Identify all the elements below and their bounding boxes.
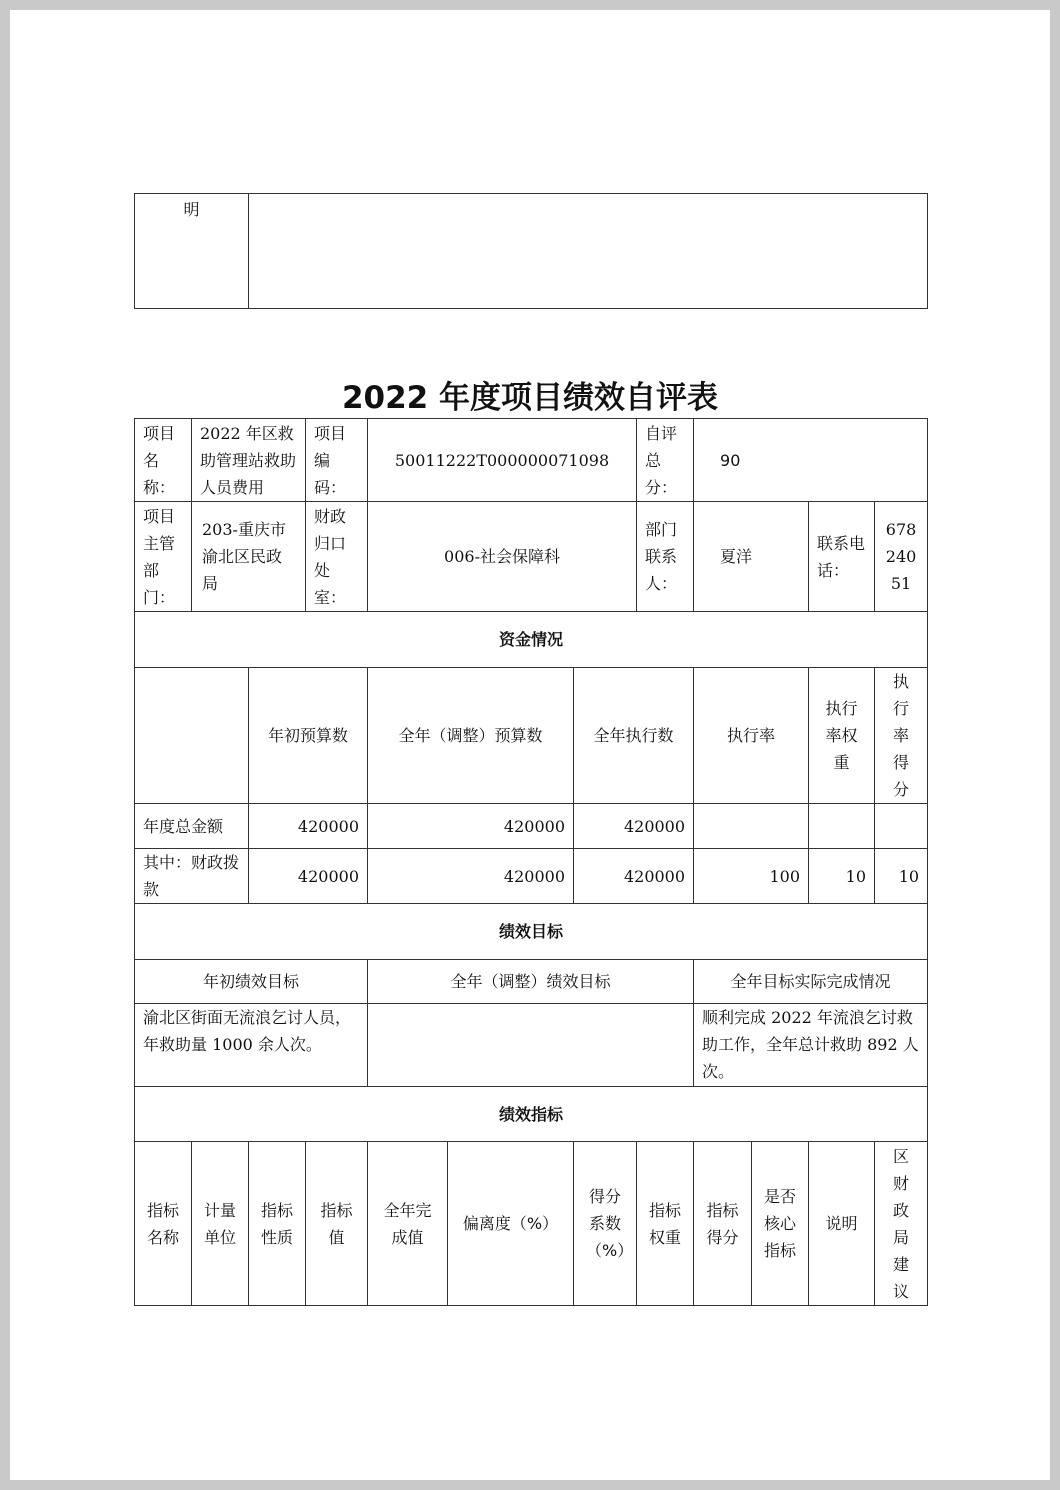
indicator-header-completed: 全年完成值 xyxy=(368,1142,448,1306)
funds-header-executed: 全年执行数 xyxy=(574,668,694,804)
funds-row-total xyxy=(135,804,928,849)
funds-cell: 100 xyxy=(694,849,809,904)
department-row xyxy=(135,502,928,612)
office-value: 006-社会保障科 xyxy=(368,502,637,612)
dept-label: 项目主管部门： xyxy=(135,502,192,612)
goals-header-adjusted: 全年（调整）绩效目标 xyxy=(368,960,694,1004)
office-label: 财政归口处室： xyxy=(306,502,368,612)
project-code-label: 项目编码： xyxy=(306,419,368,502)
funds-cell: 420000 xyxy=(249,849,368,904)
goal-initial-text: 渝北区街面无流浪乞讨人员，年救助量 1000 余人次。 xyxy=(135,1004,368,1087)
funds-cell: 10 xyxy=(875,849,928,904)
goals-section-title: 绩效目标 xyxy=(135,904,928,960)
dept-value: 203-重庆市渝北区民政局 xyxy=(192,502,306,612)
funds-header-initial: 年初预算数 xyxy=(249,668,368,804)
indicator-header-score: 指标得分 xyxy=(694,1142,752,1306)
goal-adjusted-text xyxy=(368,1004,694,1087)
indicator-header-coefficient: 得分系数（%） xyxy=(574,1142,637,1306)
funds-cell xyxy=(694,804,809,849)
funds-cell: 420000 xyxy=(368,849,574,904)
funds-cell: 10 xyxy=(809,849,875,904)
funds-row-label: 其中：财政拨款 xyxy=(135,849,249,904)
indicators-section-title: 绩效指标 xyxy=(135,1087,928,1142)
funds-header-adjusted: 全年（调整）预算数 xyxy=(368,668,574,804)
project-code-value: 50011222T000000071098 xyxy=(368,419,637,502)
phone-value: 67824051 xyxy=(875,502,928,612)
goal-actual-text: 顺利完成 2022 年流浪乞讨救助工作，全年总计救助 892 人次。 xyxy=(694,1004,928,1087)
fragment-content xyxy=(249,194,928,309)
indicators-header-row xyxy=(135,1142,928,1306)
indicator-header-weight: 指标权重 xyxy=(637,1142,694,1306)
funds-row-fiscal xyxy=(135,849,928,904)
funds-header-blank xyxy=(135,668,249,804)
indicator-header-name: 指标名称 xyxy=(135,1142,192,1306)
funds-header-row xyxy=(135,668,928,804)
funds-cell: 420000 xyxy=(574,849,694,904)
goals-content-row xyxy=(135,1004,928,1087)
funds-header-rate-weight: 执行率权重 xyxy=(809,668,875,804)
performance-table xyxy=(134,418,928,1306)
funds-cell: 420000 xyxy=(574,804,694,849)
score-label: 自评总分： xyxy=(637,419,694,502)
contact-value: 夏洋 xyxy=(694,502,809,612)
funds-header-rate: 执行率 xyxy=(694,668,809,804)
funds-cell: 420000 xyxy=(368,804,574,849)
funds-header-rate-score: 执行率得分 xyxy=(875,668,928,804)
fragment-label: 明 xyxy=(135,194,249,309)
indicator-header-core: 是否核心指标 xyxy=(752,1142,809,1306)
goals-header-initial: 年初绩效目标 xyxy=(135,960,368,1004)
phone-label: 联系电话： xyxy=(809,502,875,612)
funds-section-title: 资金情况 xyxy=(135,612,928,668)
score-value: 90 xyxy=(694,419,928,502)
project-name-label: 项目名称： xyxy=(135,419,192,502)
indicator-header-note: 说明 xyxy=(809,1142,875,1306)
funds-cell xyxy=(875,804,928,849)
funds-row-label: 年度总金额 xyxy=(135,804,249,849)
project-name-value: 2022 年区救助管理站救助人员费用 xyxy=(192,419,306,502)
project-row xyxy=(135,419,928,502)
funds-cell: 420000 xyxy=(249,804,368,849)
goals-header-row xyxy=(135,960,928,1004)
funds-cell xyxy=(809,804,875,849)
indicator-header-deviation: 偏离度（%） xyxy=(448,1142,574,1306)
previous-table-fragment xyxy=(134,193,928,309)
document-page xyxy=(10,10,1050,1480)
goals-header-actual: 全年目标实际完成情况 xyxy=(694,960,928,1004)
page-title: 2022 年度项目绩效自评表 xyxy=(341,380,719,416)
indicator-header-nature: 指标性质 xyxy=(249,1142,306,1306)
indicator-header-suggestion: 区财政局建议 xyxy=(875,1142,928,1306)
indicator-header-unit: 计量单位 xyxy=(192,1142,249,1306)
contact-label: 部门联系人： xyxy=(637,502,694,612)
indicator-header-value: 指标值 xyxy=(306,1142,368,1306)
